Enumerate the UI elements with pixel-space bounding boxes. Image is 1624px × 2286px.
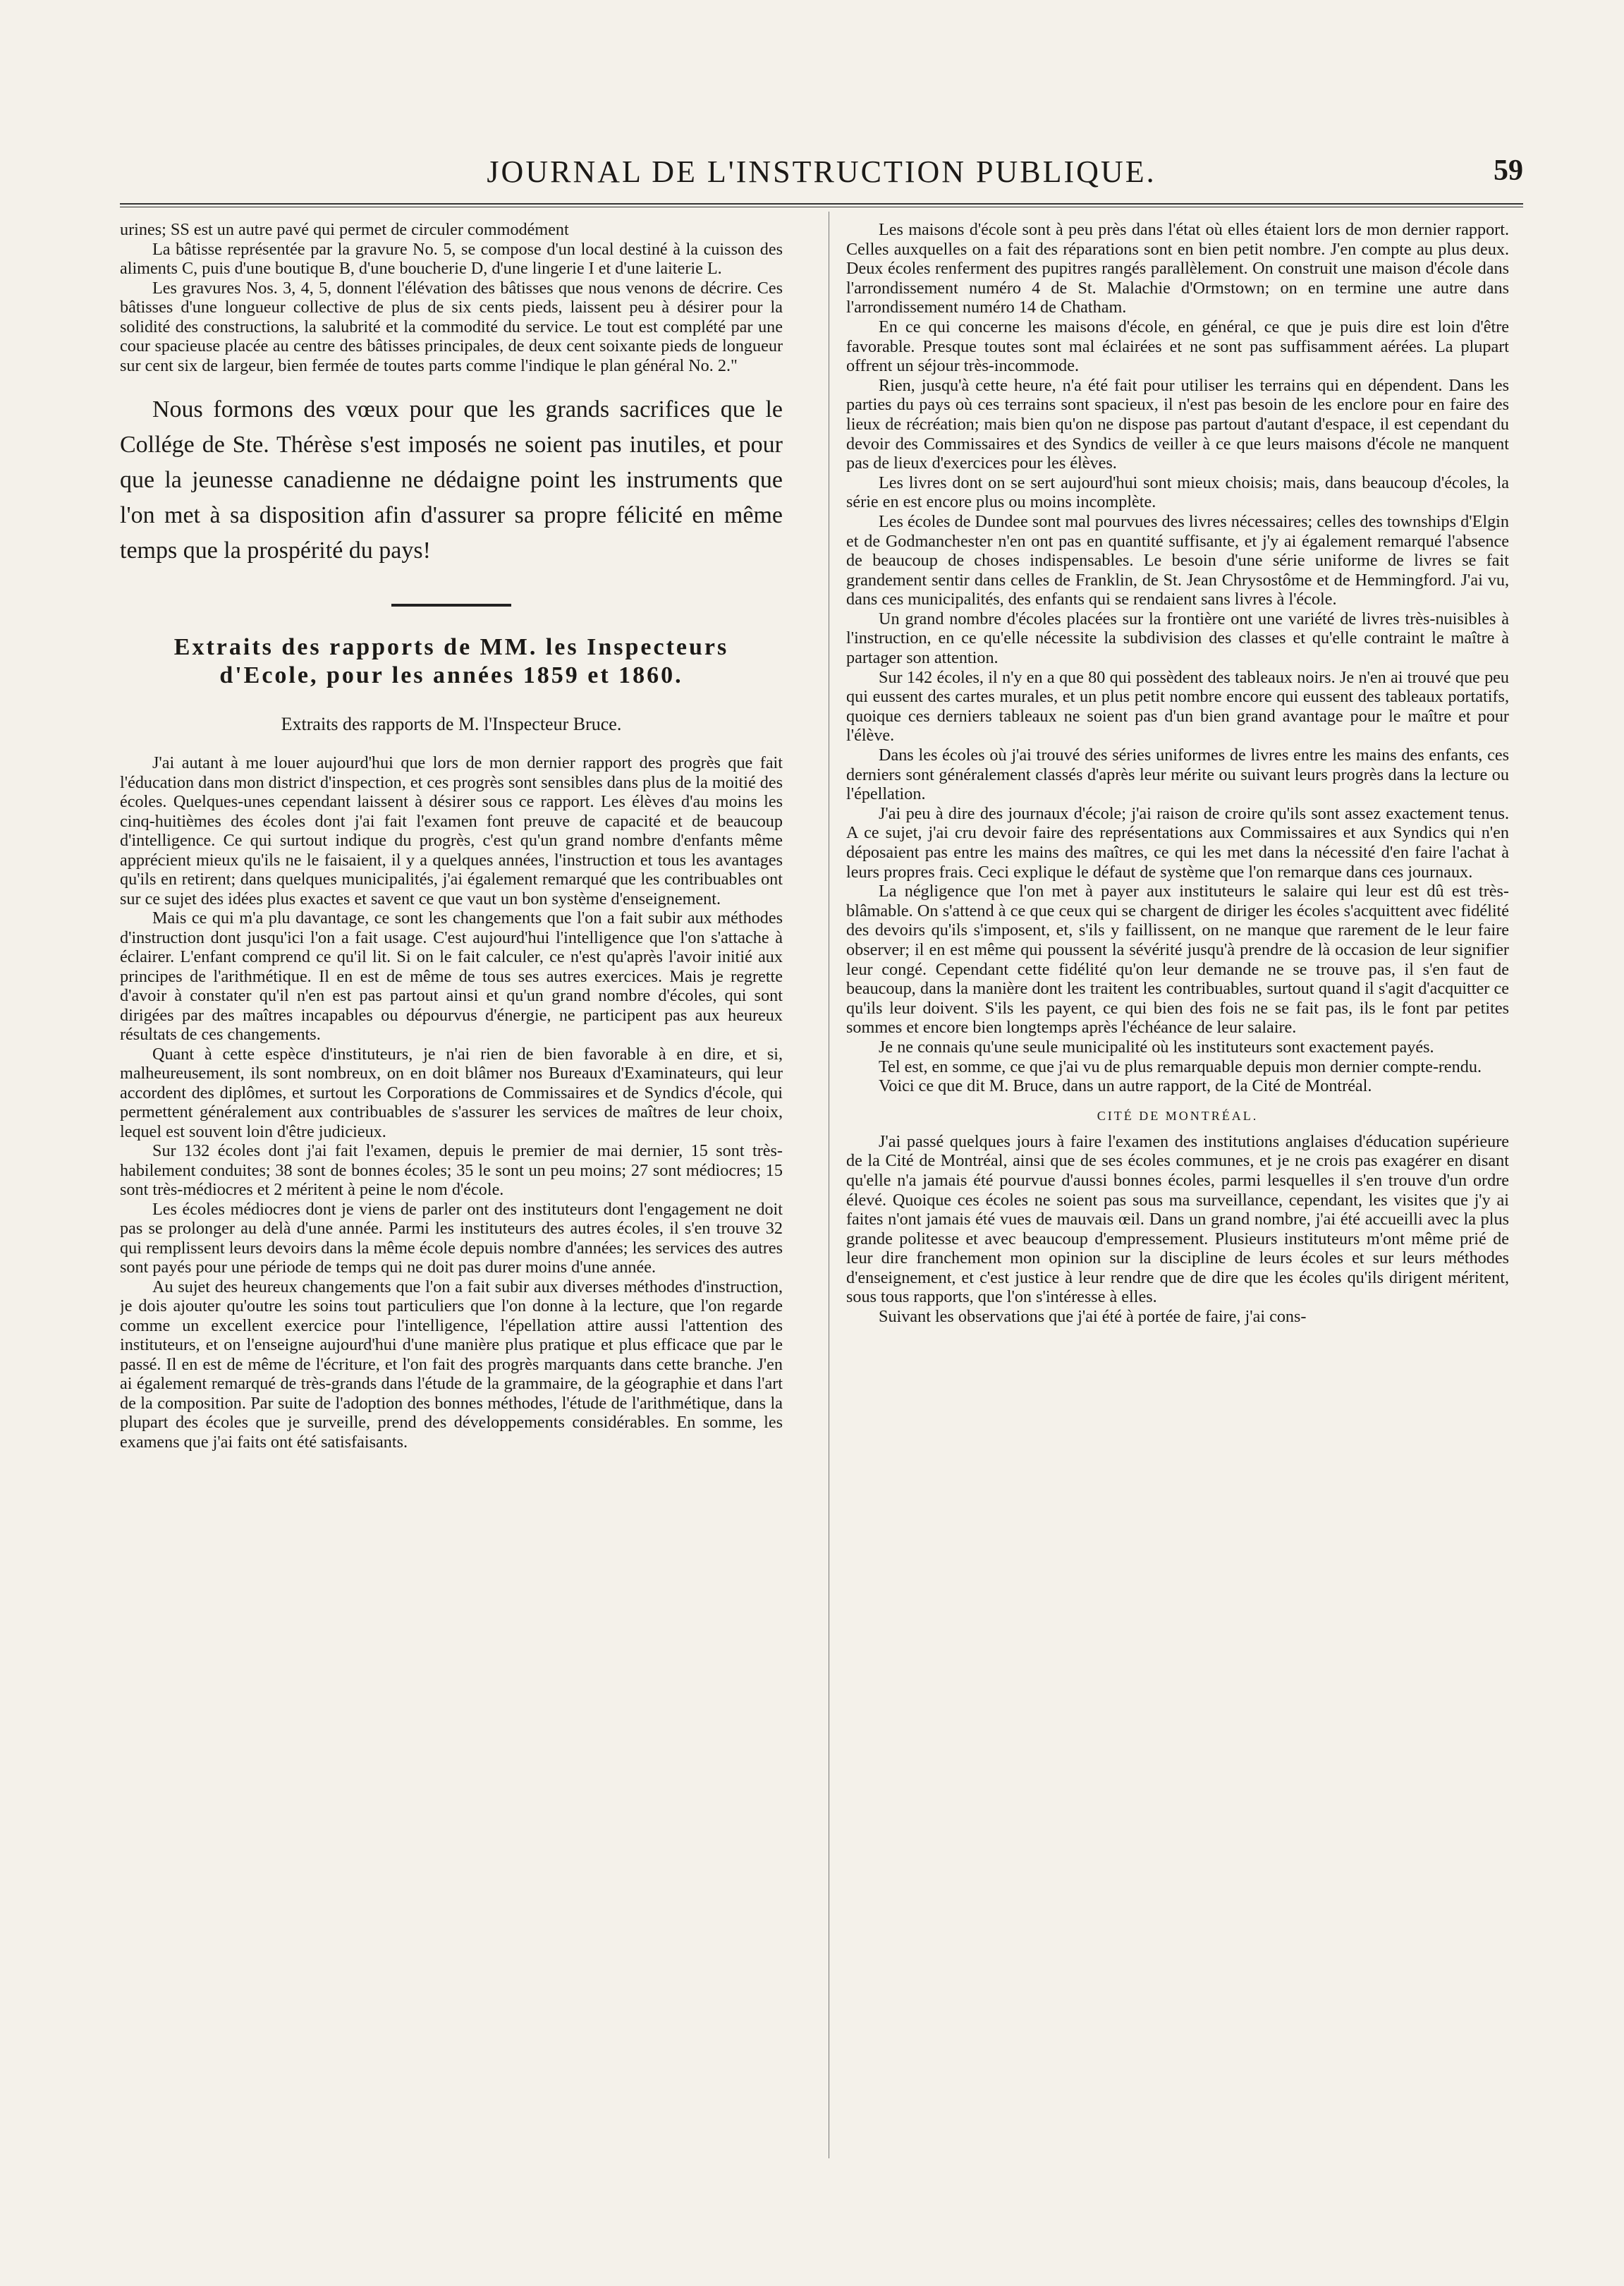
subheading: Extraits des rapports de M. l'Inspecteur Bruce.: [281, 714, 622, 734]
page-number: 59: [1494, 154, 1523, 187]
paragraph: Rien, jusqu'à cette heure, n'a été fait pour utiliser les terrains qui en dépendent. Dans les parties du pays où ces terrains sont spacieux, il n'est pas besoin de les enclore pour en faire des lieux de récréation; mais bien qu'on ne dispose pas partout d'autant d'espace, il est cependant du devoir des Commissaires et des Syndics de veiller à ce que leurs maisons d'école ne manquent pas de lieux d'exercices pour les élèves.: [846, 375, 1509, 473]
paragraph: J'ai peu à dire des journaux d'école; j'ai raison de croire qu'ils sont assez exactement tenus. A ce sujet, j'ai cru devoir faire des représentations aux Commissaires et aux Syndics qui n'en déposaient pas entre les mains des maîtres, ce qui les met dans la nécessité d'en faire l'achat à leurs propres frais. Ceci explique le défaut de système que l'on remarque dans ces journaux.: [846, 803, 1509, 882]
paragraph: Les écoles médiocres dont je viens de parler ont des instituteurs dont l'engagement ne doit pas se prolonger au delà d'une année. Parmi les instituteurs des autres écoles, il s'en trouve 32 qui remplissent leurs devoirs dans la même école depuis nombre d'années; les services des autres sont payés pour une période de temps qui ne doit pas durer moins d'une année.: [120, 1199, 783, 1277]
subsection-heading: CITÉ DE MONTRÉAL.: [1097, 1108, 1259, 1123]
paragraph: Les livres dont on se sert aujourd'hui sont mieux choisis; mais, dans beaucoup d'écoles, la série en est encore plus ou moins incomplète.: [846, 473, 1509, 512]
paragraph: La négligence que l'on met à payer aux instituteurs le salaire qui leur est dû est très-blâmable. On s'attend à ce que ceux qui se chargent de diriger les écoles s'acquittent avec fidélité des devoirs qu'ils s'imposent, et, s'ils y faillissent, on ne manque que rarement de le leur faire observer; il en est même qui poussent la sévérité jusqu'à prendre de là occasion de leur signifier leur congé. Cependant cette fidélité qu'on leur demande ne se trouve pas, il s'en faut de beaucoup, dans la manière dont les traitent les contribuables, surtout quand il s'agit d'acquitter ce qu'ils leur doivent. S'ils les payent, ce qui bien des fois ne se fait pas, ils le font par petites sommes et encore bien longtemps après l'échéance de leur salaire.: [846, 882, 1509, 1038]
paragraph: Un grand nombre d'écoles placées sur la frontière ont une variété de livres très-nuisibles à l'instruction, en ce qu'elle nécessite la subdivision des classes et qu'elle contraint le maître à partager son attention.: [846, 609, 1509, 668]
right-column: [846, 220, 1509, 2153]
right-body-text-2: [846, 1132, 1509, 1327]
paragraph: urines; SS est un autre pavé qui permet de circuler commodément: [120, 220, 569, 239]
paragraph: J'ai passé quelques jours à faire l'examen des institutions anglaises d'éducation supérieure de la Cité de Montréal, ainsi que de ses écoles communes, et je ne crois pas exagérer en disant qu'elle n'a jamais été pourvue d'aussi bonnes écoles, parmi lesquelles il s'en trouve d'un ordre élevé. Quoique ces écoles ne soient pas sous ma surveillance, cependant, les visites que j'y ai faites n'ont jamais été vues de mauvais œil. Dans un grand nombre, j'ai été accueilli avec la plus grande politesse et avec beaucoup d'empressement. Plusieurs instituteurs m'ont même prié de leur dire franchement mon opinion sur la discipline de leurs écoles et sur leurs méthodes d'enseignement, et c'est justice à leur rendre que de dire que les écoles qu'ils dirigent méritent, sous tous rapports, que l'on s'intéresse à elles.: [846, 1131, 1509, 1307]
left-column: [120, 220, 783, 2153]
header-rule: [120, 203, 1523, 207]
paragraph: J'ai autant à me louer aujourd'hui que lors de mon dernier rapport des progrès que fait l'éducation dans mon district d'inspection, et ces progrès sont sensibles dans plus de la moitié des écoles. Quelques-unes cependant laissent à désirer sous ce rapport. Les élèves d'au moins les cinq-huitièmes des écoles dont j'ai fait l'examen font preuve de capacité et de beaucoup d'intelligence. Ce qui surtout indique du progrès, c'est qu'un grand nombre d'enfants même apprécient mieux qu'ils ne le faisaient, il y a quelques années, l'instruction et tous les avantages qu'ils en retirent; dans quelques municipalités, j'ai également remarqué que les contribuables ont sur ce sujet des idées plus exactes et savent ce que vaut un bon système d'enseignement.: [120, 753, 783, 908]
paragraph: Je ne connais qu'une seule municipalité où les instituteurs sont exactement payés.: [879, 1037, 1434, 1057]
paragraph: La bâtisse représentée par la gravure No. 5, se compose d'un local destiné à la cuisson des aliments C, puis d'une boutique B, d'une boucherie D, d'une lingerie I et d'une laiterie L.: [120, 239, 783, 278]
paragraph: Quant à cette espèce d'instituteurs, je n'ai rien de bien favorable à en dire, et si, malheureusement, ils sont nombreux, on en doit blâmer nos Bureaux d'Examinateurs, qui leur accordent des diplômes, et surtout les Corporations de Commissaires et de Syndics d'école, qui permettent généralement aux contribuables de s'assurer les services de maîtres de leur choix, lequel est souvent loin d'être judicieux.: [120, 1044, 783, 1141]
paragraph: Sur 132 écoles dont j'ai fait l'examen, depuis le premier de mai dernier, 15 sont très-habilement conduites; 38 sont de bonnes écoles; 35 le sont un peu moins; 27 sont médiocres; 15 sont très-médiocres et 2 méritent à peine le nom d'école.: [120, 1141, 783, 1199]
right-body-text: [846, 220, 1509, 1096]
paragraph: Suivant les observations que j'ai été à portée de faire, j'ai cons-: [879, 1307, 1307, 1327]
journal-title: JOURNAL DE L'INSTRUCTION PUBLIQUE.: [487, 154, 1156, 189]
paragraph: Les gravures Nos. 3, 4, 5, donnent l'élévation des bâtisses que nous venons de décrire. Ces bâtisses d'une longueur collective de plus de six cents pieds, laissent peu à désirer pour la solidité des constructions, la salubrité et la commodité du service. Le tout est complété par une cour spacieuse placée au centre des bâtisses principales, de deux cent soixante pieds de longueur sur cent six de largeur, bien fermée de toutes parts comme l'indique le plan général No. 2.": [120, 278, 783, 375]
section-heading: Extraits des rapports de MM. les Inspecteurs d'Ecole, pour les années 1859 et 1860.: [173, 634, 729, 688]
paragraph: Les maisons d'école sont à peu près dans l'état où elles étaient lors de mon dernier rapport. Celles auxquelles on a fait des réparations sont en bien petit nombre. J'en compte au plus deux. Deux écoles renferment des pupitres rangés parallèlement. On construit une maison d'école dans l'arrondissement numéro 4 de St. Malachie d'Ormstown; on en termine une autre dans l'arrondissement numéro 14 de Chatham.: [846, 220, 1509, 317]
paragraph: Les écoles de Dundee sont mal pourvues des livres nécessaires; celles des townships d'Elgin et de Godmanchester n'en ont pas en quantité suffisante, et j'y ai également remarqué l'absence de beaucoup de choses indispensables. Le besoin d'une série uniforme de livres se fait grandement sentir dans celles de Franklin, de St. Jean Chrysostôme et de Hemmingford. J'ai vu, dans ces municipalités, des enfants qui se rendaient sans livres à l'école.: [846, 511, 1509, 609]
closing-remark: [120, 392, 783, 569]
page-header: [120, 154, 1523, 190]
paragraph: Tel est, en somme, ce que j'ai vu de plus remarquable depuis mon dernier compte-rendu.: [879, 1057, 1482, 1076]
left-body-text: [120, 753, 783, 1452]
paragraph: Mais ce qui m'a plu davantage, ce sont les changements que l'on a fait subir aux méthodes d'instruction dont jusqu'ici l'on a fait usage. C'est aujourd'hui l'intelligence que l'on s'attache à éclairer. L'enfant comprend ce qu'il lit. Si on le fait calculer, ce n'est qu'après l'avoir initié aux principes de l'arithmétique. Il en est de même de tous ses autres exercices. Mais je regrette d'avoir à constater qu'il n'en est pas partout ainsi et qu'un grand nombre d'écoles, qui sont dirigées par des maîtres incapables ou dépourvus d'énergie, ne participent pas aux heureux résultats de ces changements.: [120, 908, 783, 1044]
paragraph: Sur 142 écoles, il n'y en a que 80 qui possèdent des tableaux noirs. Je n'en ai trouvé que peu qui eussent des cartes murales, et un plus petit nombre encore qui eussent des tableaux portatifs, quoique ces derniers tableaux ne soient pas d'un bien grand avantage pour le maître et pour l'élève.: [846, 667, 1509, 746]
paragraph: En ce qui concerne les maisons d'école, en général, ce que je puis dire est loin d'être favorable. Presque toutes sont mal éclairées et ne sont pas suffisamment aérées. La plupart offrent un séjour très-incommode.: [846, 317, 1509, 376]
left-top-text: [120, 220, 783, 375]
paragraph: Voici ce que dit M. Bruce, dans un autre rapport, de la Cité de Montréal.: [879, 1076, 1372, 1096]
paragraph: Dans les écoles où j'ai trouvé des séries uniformes de livres entre les mains des enfants, ces derniers sont généralement classés d'après leur mérite ou suivant leurs progrès dans la lecture ou l'épellation.: [846, 746, 1509, 804]
paragraph: Au sujet des heureux changements que l'on a fait subir aux diverses méthodes d'instruction, je dois ajouter qu'outre les soins tout particuliers que l'on donne à la lecture, que l'on regarde comme un excellent exercice pour l'intelligence, l'épellation attire aussi l'attention des instituteurs, et on l'enseigne aujourd'hui d'une manière plus pratique et plus efficace que par le passé. Il en est de même de l'écriture, et l'on fait des progrès marquants dans cette branche. J'en ai également remarqué de très-grands dans l'étude de la grammaire, de la géographie et dans l'art de la composition. Par suite de l'adoption des bonnes méthodes, l'étude de l'arithmétique, dans la plupart des écoles que je surveille, prend des développements considérables. En somme, les examens que j'ai faits ont été satisfaisants.: [120, 1277, 783, 1452]
paragraph: Nous formons des vœux pour que les grands sacrifices que le Collége de Ste. Thérèse s'est imposés ne soient pas inutiles, et pour que la jeunesse canadienne ne dédaigne point les instruments que l'on met à sa disposition afin d'assurer sa propre félicité en même temps que la prospérité du pays!: [120, 396, 783, 564]
section-rule: [391, 604, 511, 607]
